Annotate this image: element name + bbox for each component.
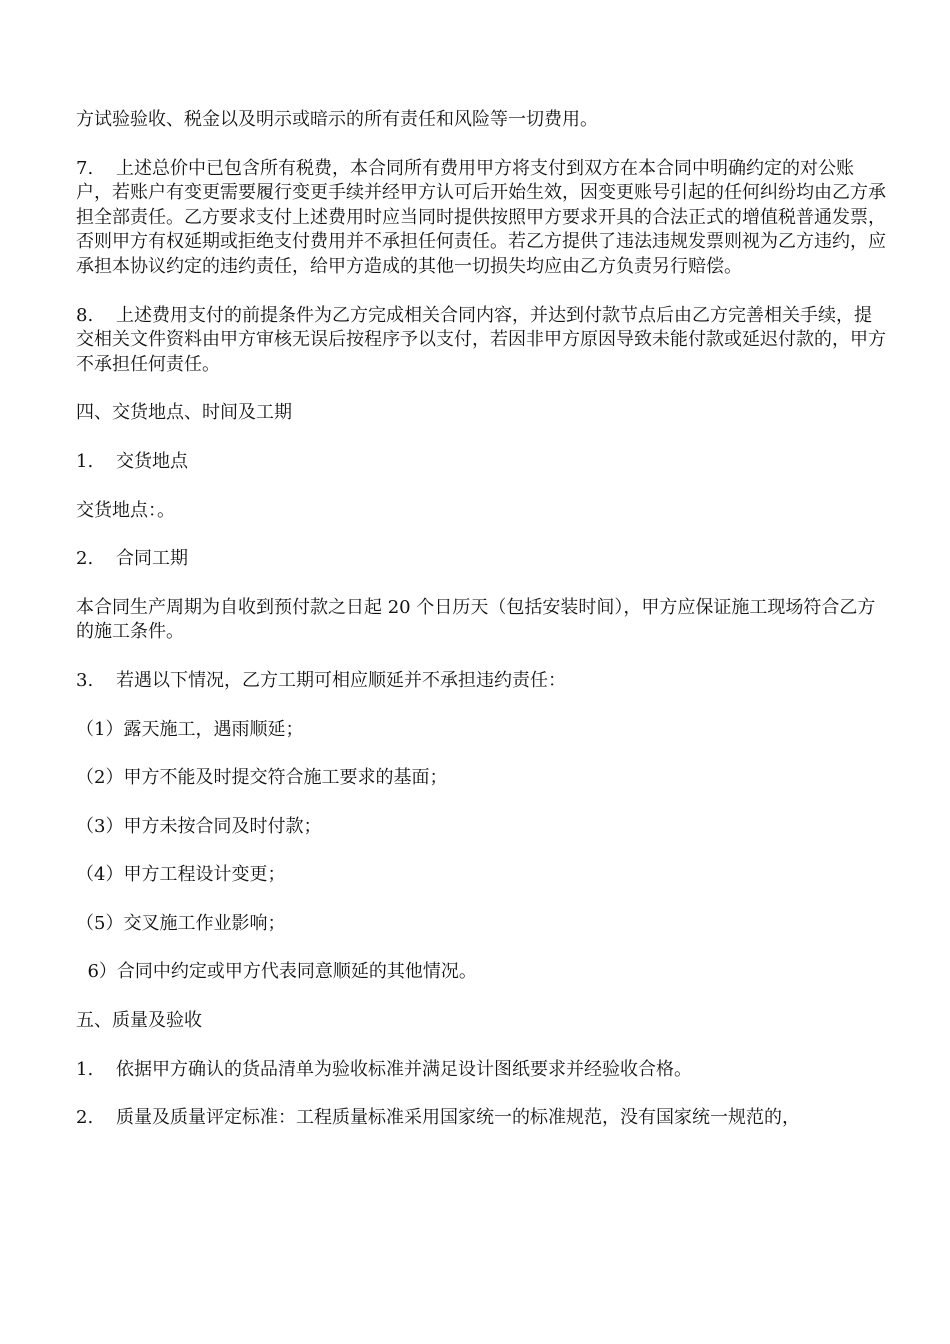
paragraph-contract-period: 本合同生产周期为自收到预付款之日起 20 个日历天（包括安装时间），甲方应保证施工现场符合乙方的施工条件。 bbox=[76, 596, 876, 643]
paragraph-contract-period-title: 2. 合同工期 bbox=[76, 547, 888, 572]
list-item-extension-1: （1）露天施工，遇雨顺延； bbox=[76, 718, 304, 740]
paragraph-delivery-location: 交货地点：。 bbox=[76, 499, 175, 521]
paragraph-extension-conditions: 3. 若遇以下情况，乙方工期可相应顺延并不承担违约责任： bbox=[76, 669, 888, 694]
paragraph-cost-scope: 方试验验收、税金以及明示或暗示的所有责任和风险等一切费用。 bbox=[76, 109, 598, 130]
clause-number: 3. bbox=[76, 669, 94, 691]
section-heading-delivery: 四、交货地点、时间及工期 bbox=[76, 402, 292, 424]
clause-number: 2. bbox=[76, 1107, 94, 1129]
clause-number: 1. bbox=[76, 450, 94, 472]
paragraph-delivery-location-title: 1. 交货地点 bbox=[76, 450, 888, 475]
document-page bbox=[76, 108, 888, 1155]
list-item-extension-3: （3）甲方未按合同及时付款； bbox=[76, 815, 322, 837]
list-item-extension-5: （5）交叉施工作业影响； bbox=[76, 912, 286, 934]
paragraph-quality-standard: 2. 质量及质量评定标准：工程质量标准采用国家统一的标准规范，没有国家统一规范的， bbox=[76, 1106, 888, 1131]
clause-number: 1. bbox=[76, 1058, 94, 1080]
list-item-extension-6: 6）合同中约定或甲方代表同意顺延的其他情况。 bbox=[76, 961, 477, 983]
paragraph-clause-8-payment: 8. 上述费用支付的前提条件为乙方完成相关合同内容，并达到付款节点后由乙方完善相关手续，提交相关文件资料由甲方审核无误后按程序予以支付，若因非甲方原因导致未能付款或延迟付款的，甲方不承担任何责任。 bbox=[76, 304, 886, 375]
paragraph-acceptance-standard: 1. 依据甲方确认的货品清单为验收标准并满足设计图纸要求并经验收合格。 bbox=[76, 1058, 888, 1083]
clause-number: 8. bbox=[76, 304, 94, 326]
list-item-extension-4: （4）甲方工程设计变更； bbox=[76, 864, 286, 886]
section-heading-quality: 五、质量及验收 bbox=[76, 1010, 202, 1032]
list-item-extension-2: （2）甲方不能及时提交符合施工要求的基面； bbox=[76, 767, 448, 789]
clause-number: 7. bbox=[76, 157, 94, 179]
clause-number: 2. bbox=[76, 548, 94, 570]
paragraph-clause-7-taxes: 7. 上述总价中已包含所有税费，本合同所有费用甲方将支付到双方在本合同中明确约定的对公账户，若账户有变更需要履行变更手续并经甲方认可后开始生效，因变更账号引起的任何纠纷均由乙方承担全部责任。乙方要求支付上述费用时应当同时提供按照甲方要求开具的合法正式的增值税普通发票，否则甲方有权延期或拒绝支付费用并不承担任何责任。若乙方提供了违法违规发票则视为乙方违约，应承担本协议约定的违约责任，给甲方造成的其他一切损失均应由乙方负责另行赔偿。 bbox=[76, 157, 886, 277]
